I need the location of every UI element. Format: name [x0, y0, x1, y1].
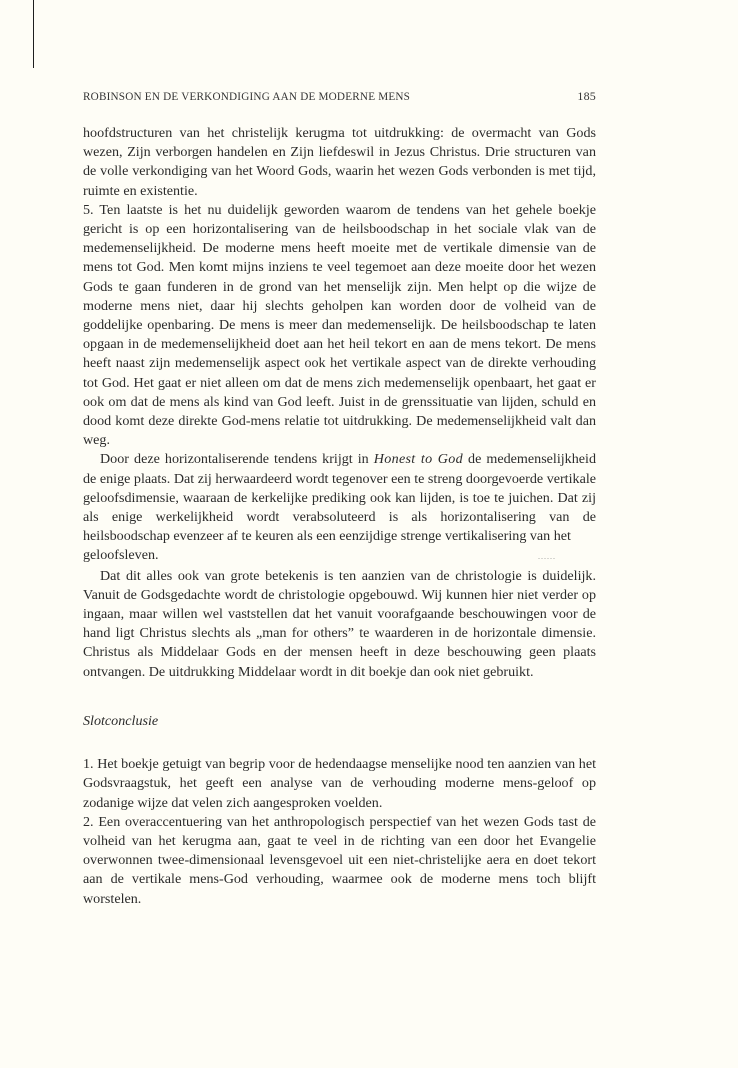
paragraph-3-text-a: Door deze horizontaliserende tendens krijgt in: [100, 451, 374, 468]
book-page: [83, 89, 596, 909]
scan-edge-line: [33, 0, 34, 68]
body-text: [83, 124, 596, 909]
conclusion-list: [83, 755, 596, 909]
paragraph-3-last-word: geloofsleven.: [83, 547, 159, 564]
running-title: ROBINSON EN DE VERKONDIGING AAN DE MODERNE MENS: [83, 91, 411, 103]
running-head: [83, 89, 596, 107]
paragraph-1: hoofdstructuren van het christelijk kerugma tot uitdrukking: de overmacht van Gods wezen, Zijn verborgen handelen en Zijn liefdeswil in Jezus Christus. Drie structuren van de volle verkondiging van het Woord Gods, waarin het wezen Gods verbonden is met tijd, ruimte en existentie.: [83, 125, 596, 199]
paragraph-2: 5. Ten laatste is het nu duidelijk geworden waarom de tendens van het gehele boekje gericht is op een horizontalisering van de heilsboodschap in het sociale vlak van de medemenselijkheid. De moderne mens heeft moeite met de vertikale dimensie van de mens tot God. Men komt mijns inziens te veel tegemoet aan deze moeite door het wezen Gods te gaan funderen in de grond van het menselijk zijn. Men helpt op die wijze de moderne mens niet, daar hij slechts geholpen kan worden door de volheid van de goddelijke openbaring. De mens is meer dan medemenselijk. De heilsboodschap te laten opgaan in de medemenselijkheid doet aan het heil tekort en aan de mens tekort. De mens heeft naast zijn medemenselijk aspect ook het vertikale aspect van de direkte verhouding tot God. Het gaat er niet alleen om dat de mens zich medemenselijk openbaart, het gaat er ook om dat de mens als kind van God leeft. Juist in de grenssituatie van lijden, schuld en dood komt deze direkte God-mens relatie tot uitdrukking. De medemenselijkheid valt dan weg.: [83, 201, 596, 449]
paragraph-4: Dat dit alles ook van grote betekenis is ten aanzien van de christologie is duidelijk. Vanuit de Godsgedachte wordt de christologie opgebouwd. Wij kunnen hier niet verder op ingaan, maar willen wel vaststellen dat het vanuit voorafgaande beschouwingen voor de hand ligt Christus slechts als „man for others” te waarderen in de horizontale dimensie. Christus als Middelaar Gods en der mensen heeft in deze beschouwing geen plaats ontvangen. De uitdrukking Middelaar wordt in dit boekje dan ook niet gebruikt.: [83, 567, 596, 680]
conclusion-item-2: 2. Een overaccentuering van het anthropologisch perspectief van het wezen Gods tast de volheid van het kerugma aan, gaat te veel in de richting van een door het Evangelie overwonnen twee-dimensionaal levensgevoel uit een niet-christelijke aera en doet tekort aan de vertikale mens-God verhouding, waarmee ook de moderne mens toch blijft worstelen.: [83, 813, 596, 907]
conclusion-item-1: 1. Het boekje getuigt van begrip voor de hedendaagse menselijke nood ten aanzien van het Godsvraagstuk, het geeft een analyse van de verhouding moderne mens-geloof op zodanige wijze dat velen zich aangesproken voelden.: [83, 756, 596, 811]
page-marker-dots: ......: [538, 552, 556, 562]
paragraph-3: [83, 450, 596, 546]
paragraph-3-last-line: [83, 546, 596, 566]
section-heading: Slotconclusie: [83, 712, 159, 729]
page-number: 185: [577, 89, 596, 103]
book-title-italic: Honest to God: [373, 451, 463, 468]
paragraph-3-text-b: de medemenselijkheid de enige plaats. Dat zij herwaardeerd wordt tegenover een te streng doorgevoerde vertikale geloofsdimensie, waaraan de kerkelijke prediking ook kan lijden, is toe te juichen. Dat zij als enige werkelijkheid wordt verabsoluteerd is als horizontalisering van de heilsboodschap evenzeer af te keuren als een eenzijdige strenge vertikalisering van het: [83, 451, 596, 545]
